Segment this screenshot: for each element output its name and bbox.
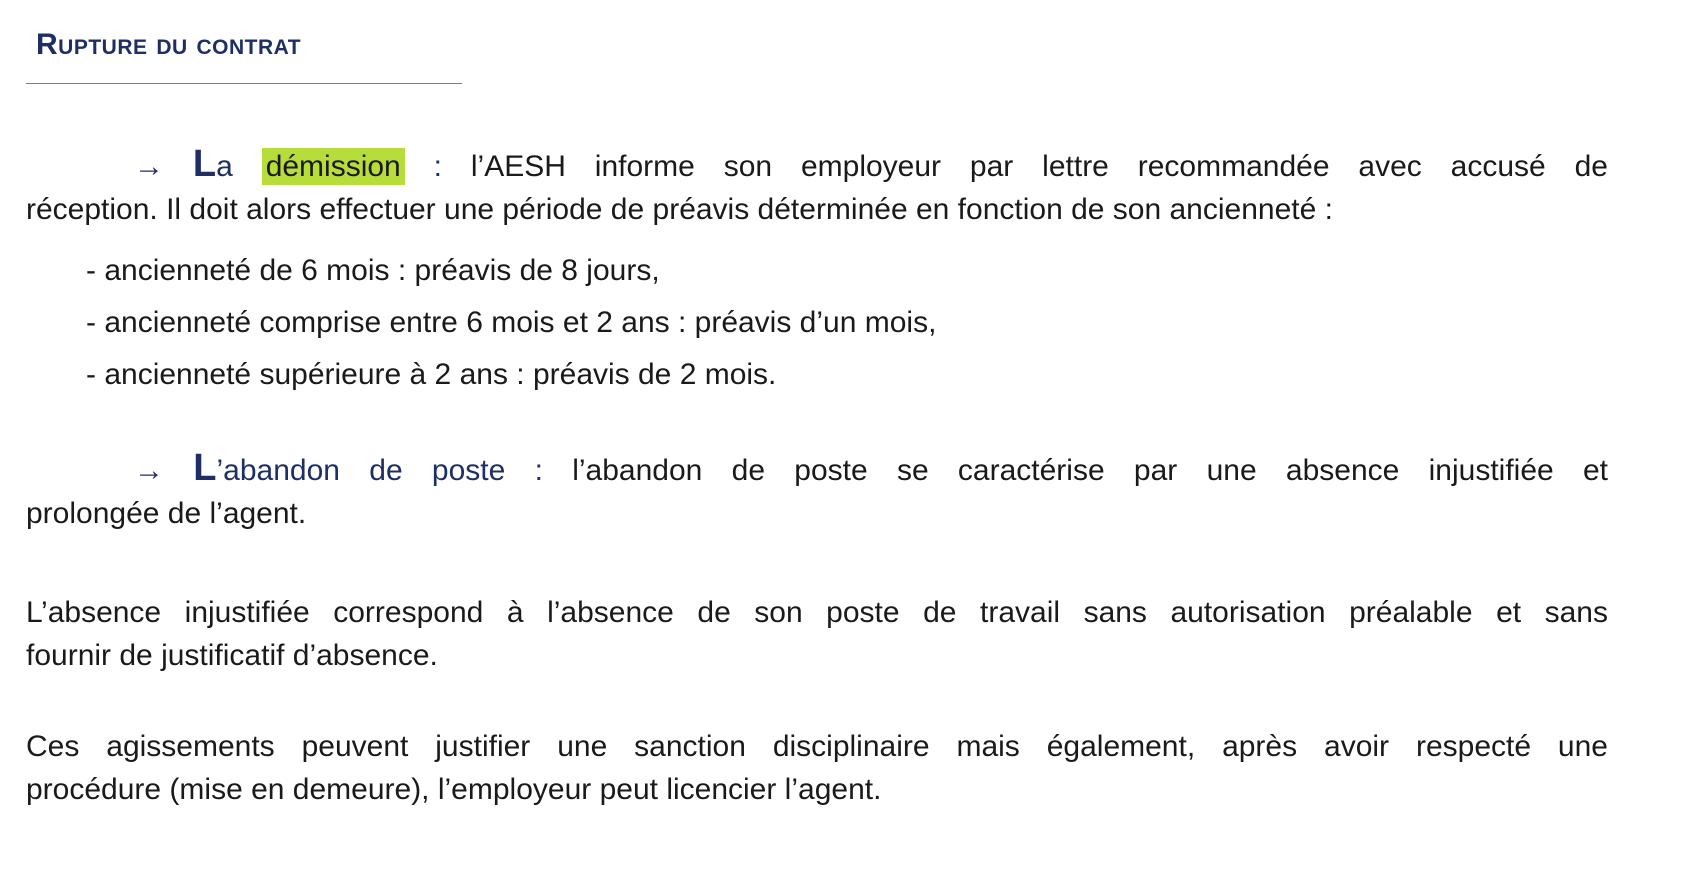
unjustified-line-1: L’absence injustifiée correspond à l’absence de son poste de travail sans autorisation préalable et sans (26, 596, 1608, 629)
title-underline (26, 83, 462, 84)
abandonment-term-colon: : (505, 454, 543, 487)
abandonment-term-initial: L (193, 447, 217, 489)
abandonment-line-1-text: l’abandon de poste se caractérise par une absence injustifiée et (542, 454, 1609, 487)
list-item: - ancienneté comprise entre 6 mois et 2 ans : préavis d’un mois, (86, 306, 937, 339)
arrow-right-icon: → (134, 150, 164, 183)
resignation-line-2: réception. Il doit alors effectuer une période de préavis déterminée en fonction de son ancienneté : (26, 193, 1333, 226)
abandonment-term-rest: ’abandon de poste (216, 454, 506, 487)
abandonment-line-2: prolongée de l’agent. (26, 497, 307, 530)
unjustified-absence-paragraph (26, 591, 1608, 677)
consequences-paragraph (26, 725, 1608, 811)
list-item: - ancienneté de 6 mois : préavis de 8 jours, (86, 254, 660, 287)
page-title: Rupture du contrat (36, 28, 302, 61)
consequences-line-1: Ces agissements peuvent justifier une sanction disciplinaire mais également, après avoir respecté une (26, 730, 1608, 763)
abandonment-paragraph (26, 447, 1608, 535)
resignation-term-highlight: démission (262, 148, 405, 185)
arrow-right-icon: → (134, 454, 164, 487)
unjustified-line-2: fournir de justificatif d’absence. (26, 639, 438, 672)
consequences-line-2: procédure (mise en demeure), l’employeur peut licencier l’agent. (26, 773, 882, 806)
resignation-line-1 (26, 143, 1608, 188)
list-item: - ancienneté supérieure à 2 ans : préavis de 2 mois. (86, 358, 777, 391)
resignation-paragraph (26, 143, 1608, 231)
resignation-term-article: a (216, 150, 233, 183)
abandonment-line-1 (26, 447, 1608, 492)
resignation-term-initial: L (192, 143, 217, 185)
resignation-term-colon: : (404, 150, 442, 183)
resignation-line-1-text: l’AESH informe son employeur par lettre recommandée avec accusé de (441, 150, 1608, 183)
